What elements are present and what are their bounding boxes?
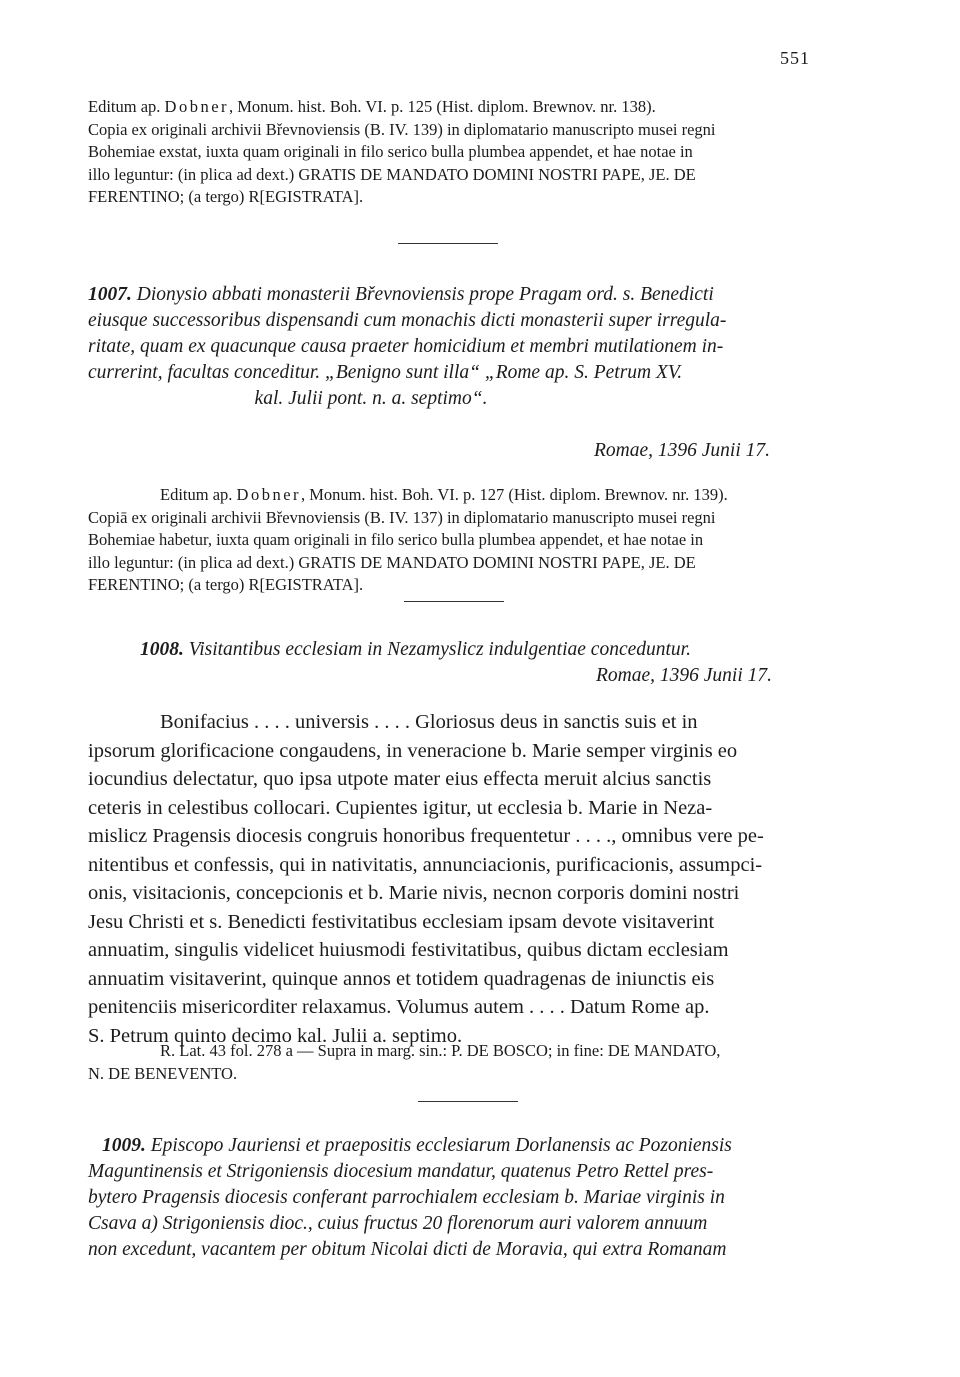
editum-line: illo leguntur: (in plica ad dext.) GRATIS DE MANDATO DOMINI NOSTRI PAPE, JE. DE	[88, 552, 696, 572]
editum-line: FERENTINO; (a tergo) R[EGISTRATA].	[88, 575, 364, 594]
editum-note-1006	[88, 96, 824, 209]
register-note-1008: R. Lat. 43 fol. 278 a — Supra in marg. sin.: P. DE BOSCO; in fine: DE MANDATO, N. DE BENEVENTO.	[88, 1041, 721, 1083]
editum-note-1007	[88, 484, 824, 597]
page-number: 551	[780, 48, 810, 68]
regest-heading-1009: 1009. Episcopo Jauriensi et praepositis ecclesiarum Dorlanensis ac Pozoniensis Maguntinensis et Strigoniensis diocesium mandatur, quatenus Petro Rettel pres- bytero Pragensis diocesis conferant parrochialem ecclesiam b. Mariae virginis in Csava a) Strigoniensis dioc., cuius fructus 20 florenorum auri valorem annuum non excedunt, vacantem per obitum Nicolai dicti de Moravia, qui extra Romanam	[88, 1135, 732, 1260]
entry-date-1008: Romae, 1396 Junii 17.	[596, 665, 773, 686]
editum-line: illo leguntur: (in plica ad dext.) GRATIS DE MANDATO DOMINI NOSTRI PAPE, JE. DE	[88, 164, 696, 184]
regest-heading-1008: 1008. Visitantibus ecclesiam in Nezamyslicz indulgentiae conceduntur.	[140, 639, 691, 660]
entry-number: 1008.	[140, 639, 184, 660]
separator-rule	[398, 243, 498, 244]
editum-line: Bohemiae exstat, iuxta quam originali in filo serico bulla plumbea appendet, et hae notae in	[88, 142, 693, 161]
editum-line: Editum ap. Dobner, Monum. hist. Boh. VI. p. 127 (Hist. diplom. Brewnov. nr. 139).	[160, 485, 728, 504]
entry-date-1007: Romae, 1396 Junii 17.	[594, 440, 771, 461]
separator-rule	[418, 1101, 518, 1102]
regest-heading-1007: 1007. Dionysio abbati monasterii Břevnoviensis prope Pragam ord. s. Benedicti eiusque successoribus dispensandi cum monachis dicti monasterii super irregula- ritate, quam ex quacunque causa praeter homicidium et membri mutilationem in- currerint, facultas conceditur. „Benigno sunt illa“ „Rome ap. S. Petrum XV. kal. Julii pont. n. a. septimo“.	[88, 284, 727, 409]
editum-line: Editum ap. Dobner, Monum. hist. Boh. VI. p. 125 (Hist. diplom. Brewnov. nr. 138).	[88, 97, 656, 116]
separator-rule	[404, 601, 504, 602]
entry-number: 1009.	[102, 1135, 146, 1156]
editum-line: Copiā ex originali archivii Břevnoviensis (B. IV. 137) in diplomatario manuscripto musei regni	[88, 507, 716, 527]
document-text-1008: Bonifacius . . . . universis . . . . Gloriosus deus in sanctis suis et in ipsorum glorificacione congaudens, in veneracione b. Marie semper virginis eo iocundius delectatur, quo ipsa utpote mater eius effecta meruit alcius sanctis ceteris in celestibus collocari. Cupientes igitur, ut ecclesia b. Marie in Neza- mislicz Pragensis diocesis congruis honoribus frequentetur . . . ., omnibus vere pe- nitentibus et confessis, qui in nativitatis, annunciacionis, purificacionis, assumpci- onis, visitacionis, concepcionis et b. Marie nivis, necnon corporis domini nostri Jesu Christi et s. Benedicti festivitatibus ecclesiam ipsam devote visitaverint annuatim, singulis videlicet huiusmodi festivitatibus, quibus dictam ecclesiam annuatim visitaverint, quinque annos et totidem quadragenas de iniunctis eis penitenciis misericorditer relaxamus. Volumus autem . . . . Datum Rome ap. S. Petrum quinto decimo kal. Julii a. septimo.	[88, 711, 764, 1047]
entry-number: 1007.	[88, 284, 132, 305]
editum-line: Bohemiae habetur, iuxta quam originali in filo serico bulla plumbea appendet, et hae notae in	[88, 530, 704, 549]
editum-line: Copia ex originali archivii Břevnoviensis (B. IV. 139) in diplomatario manuscripto musei regni	[88, 119, 716, 139]
editum-line: FERENTINO; (a tergo) R[EGISTRATA].	[88, 187, 364, 206]
